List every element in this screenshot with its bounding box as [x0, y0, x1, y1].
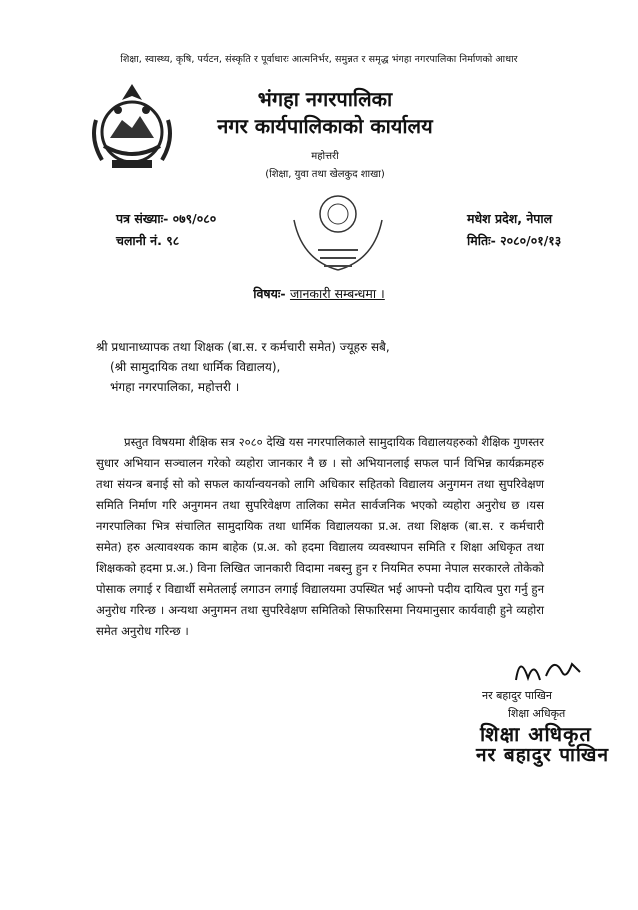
section-name: (शिक्षा, युवा तथा खेलकुद शाखा): [265, 169, 385, 180]
letter-date: मितिः- २०८०/०१/१३: [467, 233, 562, 248]
province: मधेश प्रदेश, नेपाल: [467, 211, 553, 226]
subject-label: विषयः-: [253, 286, 286, 301]
letterhead: [190, 86, 460, 180]
recipient-line-1: श्री प्रधानाध्यापक तथा शिक्षक (बा.स. र कर्मचारी समेत) ज्यूहरु सबै,: [96, 340, 390, 354]
office-seal-icon: [278, 180, 398, 280]
reference-right: [467, 208, 561, 252]
header-tagline: शिक्षा, स्वास्थ्य, कृषि, पर्यटन, संस्कृति र पूर्वाधारः आत्मनिर्भर, समुन्नत र समृद्ध भंगहा नगरपालिका निर्माणको आधार: [120, 54, 518, 65]
stamp-title-small: शिक्षा अधिकृत: [508, 707, 566, 720]
nepal-emblem-icon: [82, 80, 182, 172]
stamp-name: नर बहादुर पाखिन: [476, 744, 609, 766]
subject-text: जानकारी सम्बन्धमा ।: [289, 286, 385, 301]
recipient-line-3: भंगहा नगरपालिका, महोत्तरी ।: [110, 380, 240, 394]
signature-scribble-icon: [510, 650, 590, 690]
org-name: भंगहा नगरपालिका: [257, 87, 393, 111]
dispatch-number: चलानी नं. ९८: [116, 233, 180, 248]
district: महोत्तरी: [311, 151, 339, 162]
body-paragraph: प्रस्तुत विषयमा शैक्षिक सत्र २०८० देखि यस नगरपालिकाले सामुदायिक विद्यालयहरुको शैक्षिक गुणस्तर सुधार अभियान सञ्चालन गरेको व्यहोरा जानकार नै छ । सो अभियानलाई सफल पार्न विभिन्न कार्यक्रमहरु तथा संयन्त्र बनाई सो को सफल कार्यान्वयनको लागि अधिकार सहितको विद्यालय अनुगमन तथा सुपरिवेक्षण समिति निर्माण गरि अनुगमन तथा सुपरिवेक्षण तालिका समेत सार्वजनिक भएको व्यहोरा अनुरोध छ ।यस नगरपालिका भित्र संचालित सामुदायिक तथा धार्मिक विद्यालयका प्र.अ. तथा शिक्षक (बा.स. र कर्मचारी समेत) हरु अत्यावश्यक काम बाहेक (प्र.अ. को हदमा विद्यालय व्यवस्थापन समिति र शिक्षा अधिकृत तथा शिक्षकको हदमा प्र.अ.) विना लिखित जानकारी विदामा नबस्नु हुन र नियमित रुपमा नेपाल सरकारले तोकेको पोसाक लगाई र विद्यार्थी समेतलाई लगाउन लगाई विद्यालयमा उपस्थित भई आफ्नो पदीय दायित्व पुरा गर्नु हुन अनुरोध गरिन्छ । अन्यथा अनुगमन तथा सुपरिवेक्षण समितिको सिफारिसमा नियमानुसार कार्यवाही हुने व्यहोरा समेत अनुरोध गरिन्छ ।: [96, 435, 544, 638]
official-stamp: [470, 706, 630, 764]
letter-number: पत्र संख्याः- ०७९/०८०: [116, 211, 217, 226]
recipient-line-2: (श्री सामुदायिक तथा धार्मिक विद्यालय),: [110, 360, 281, 374]
reference-left: [116, 208, 216, 252]
stamp-title-large: शिक्षा अधिकृत: [480, 722, 592, 746]
signatory-name: नर बहादुर पाखिन: [482, 689, 552, 702]
office-name: नगर कार्यपालिकाको कार्यालय: [217, 114, 433, 138]
signature-block: [470, 650, 620, 770]
subject-line: [0, 285, 638, 302]
